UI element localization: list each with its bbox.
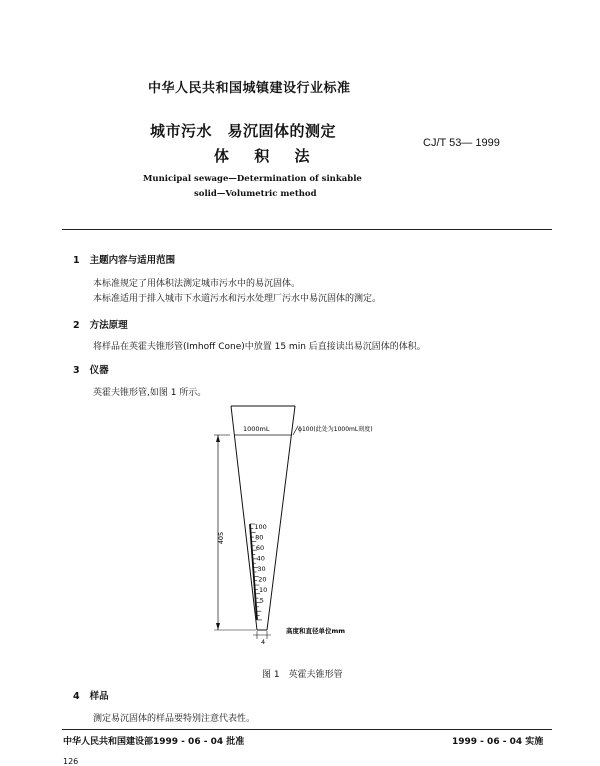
height-arrow-bottom <box>216 623 220 630</box>
page-number: 126 <box>63 757 79 766</box>
document-title: 城市污水 易沉固体的测定 <box>150 122 337 140</box>
tip-width-label: 4 <box>261 638 266 646</box>
section-2-heading <box>73 317 128 331</box>
approval-note: 中华人民共和国建设部1999 - 06 - 04 批准 <box>63 737 245 747</box>
scale-label: 5 <box>259 596 264 605</box>
scale-label: 100 <box>254 523 267 531</box>
section-number: 3 <box>73 365 80 376</box>
standard-body-header: 中华人民共和国城镇建设行业标准 <box>148 81 351 96</box>
paragraph: 本标准规定了用体积法测定城市污水中的易沉固体。 <box>93 279 301 289</box>
section-number: 4 <box>73 691 80 702</box>
scale-label: 30 <box>257 565 266 573</box>
scale-labels <box>254 523 267 605</box>
paragraph: 英霍夫锥形管,如图 1 所示。 <box>93 388 207 398</box>
implementation-date: 1999 - 06 - 04 实施 <box>452 737 544 747</box>
cone-left-wall <box>231 406 257 630</box>
scale-label: 80 <box>255 533 264 542</box>
diameter-note: ϕ100(此处为1000mL刻度) <box>298 426 373 433</box>
section-3-heading <box>73 362 109 376</box>
height-label: 405 <box>217 531 225 545</box>
standard-code: CJ/T 53— 1999 <box>423 137 500 149</box>
footer-divider <box>62 729 552 730</box>
scale-label: 10 <box>258 586 268 594</box>
paragraph: 测定易沉固体的样品要特别注意代表性。 <box>93 714 256 724</box>
section-4-heading <box>73 688 109 702</box>
section-title: 仪器 <box>89 365 109 376</box>
scale-label: 20 <box>258 575 267 584</box>
scale-label: 40 <box>256 554 265 563</box>
document-title-line2: 体 积 法 <box>214 147 320 165</box>
section-title: 方法原理 <box>89 320 128 331</box>
english-title: Municipal sewage—Determination of sinkable <box>143 174 362 184</box>
section-number: 1 <box>73 255 80 266</box>
title-divider <box>62 229 552 230</box>
1000ml-label: 1000mL <box>243 425 270 433</box>
height-arrow-top <box>216 435 220 442</box>
cone-right-wall <box>267 406 295 630</box>
paragraph: 本标准适用于排入城市下水道污水和污水处理厂污水中易沉固体的测定。 <box>93 294 382 304</box>
imhoff-cone-figure <box>200 398 440 648</box>
unit-note: 高度和直径单位mm <box>286 627 346 635</box>
section-1-heading <box>73 252 175 266</box>
english-title-line2: solid—Volumetric method <box>194 189 317 199</box>
figure-caption: 图 1 英霍夫锥形管 <box>262 670 343 680</box>
paragraph: 将样品在英霍夫锥形管(Imhoff Cone)中放置 15 min 后直接读出易沉固体的体积。 <box>93 342 426 352</box>
scale-label: 60 <box>255 544 265 552</box>
section-title: 主题内容与适用范围 <box>89 255 176 266</box>
section-number: 2 <box>73 320 80 331</box>
section-title: 样品 <box>89 691 109 702</box>
